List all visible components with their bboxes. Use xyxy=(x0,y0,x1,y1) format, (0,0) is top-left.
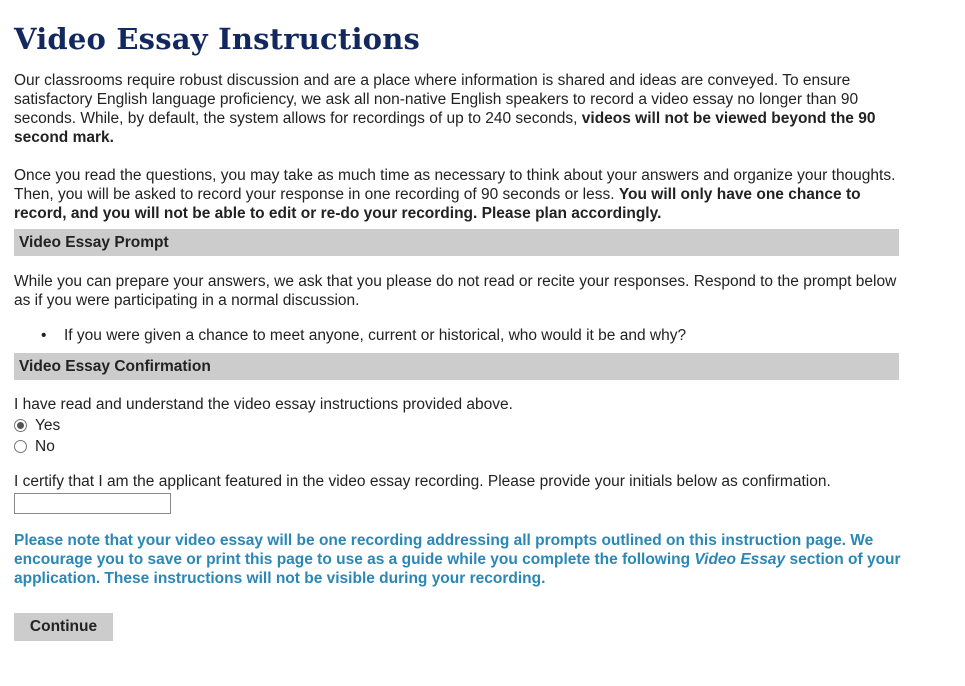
note-text-emphasis: Video Essay xyxy=(694,551,786,568)
prompt-item xyxy=(14,326,904,345)
radio-label-no[interactable]: No xyxy=(35,437,55,455)
prompt-list xyxy=(14,326,904,345)
continue-button[interactable]: Continue xyxy=(14,613,113,641)
recording-note xyxy=(14,531,904,588)
radio-label-yes[interactable]: Yes xyxy=(35,416,61,434)
note-text-after: section of your application. These instructions will not be visible during your recording. xyxy=(14,551,901,587)
confirmation-section-heading: Video Essay Confirmation xyxy=(14,353,899,380)
note-text-before: Please note that your video essay will be one recording addressing all prompts outlined on this instruction page. We encourage you to save or print this page to use as a guide while you complete the following xyxy=(14,532,874,568)
radio-option-yes[interactable] xyxy=(14,415,904,435)
intro-paragraph-2-bold: You will only have one chance to record, and you will not be able to edit or re-do your recording. Please plan accordingly. xyxy=(14,186,861,222)
intro-paragraph-2 xyxy=(14,166,904,223)
intro-paragraph-2-text: Once you read the questions, you may take as much time as necessary to think about your answers and organize your thoughts. Then, you will be asked to record your response in one recording of 90 seconds or less. xyxy=(14,167,896,203)
page-title: Video Essay Instructions xyxy=(14,22,421,56)
prompt-section-heading: Video Essay Prompt xyxy=(14,229,899,256)
intro-paragraph-1 xyxy=(14,71,904,147)
certify-text: I certify that I am the applicant featured in the video essay recording. Please provide your initials below as confirmation. xyxy=(14,473,831,490)
initials-input[interactable] xyxy=(14,493,171,514)
intro-paragraph-1-bold: videos will not be viewed beyond the 90 second mark. xyxy=(14,110,876,146)
radio-button-no[interactable] xyxy=(14,440,27,453)
radio-button-yes[interactable] xyxy=(14,419,27,432)
bullet-icon: • xyxy=(41,327,47,344)
prompt-description: While you can prepare your answers, we ask that you please do not read or recite your responses. Respond to the prompt below as if you were participating in a normal discussion. xyxy=(14,273,897,309)
prompt-item-text: If you were given a chance to meet anyone, current or historical, who would it be and why? xyxy=(64,327,687,344)
intro-paragraph-1-text: Our classrooms require robust discussion and are a place where information is shared and ideas are conveyed. To ensure satisfactory English language proficiency, we ask all non-native English speakers to record a video essay no longer than 90 seconds. While, by default, the system allows for recordings of up to 240 seconds, xyxy=(14,72,859,127)
confirmation-question: I have read and understand the video essay instructions provided above. xyxy=(14,396,513,413)
radio-option-no[interactable] xyxy=(14,436,904,456)
